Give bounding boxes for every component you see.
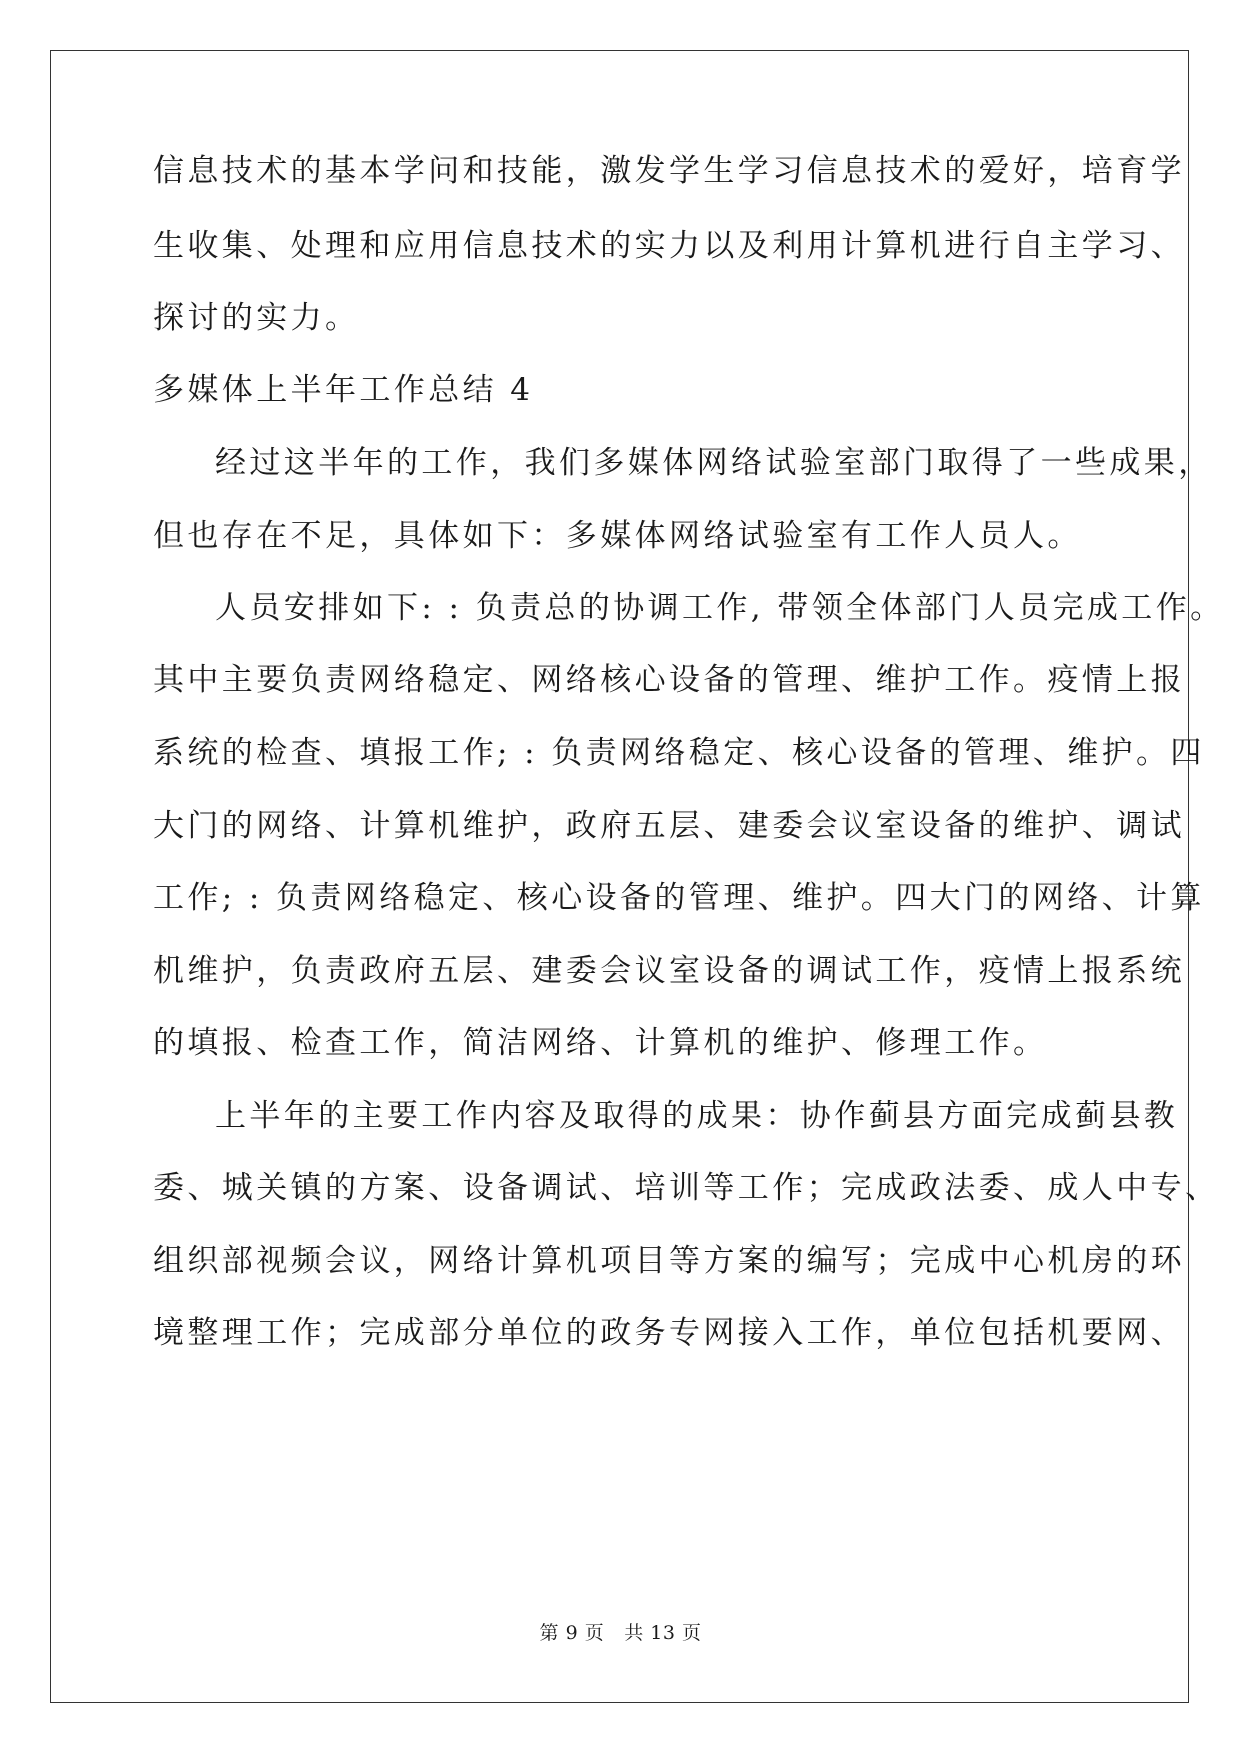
body-line: 机维护，负责政府五层、建委会议室设备的调试工作，疫情上报系统 xyxy=(153,953,1185,989)
body-line: 生收集、处理和应用信息技术的实力以及利用计算机进行自主学习、 xyxy=(153,228,1185,264)
page-total: 共 13 页 xyxy=(624,1622,702,1644)
paragraph-start: 人员安排如下: : 负责总的协调工作, 带领全体部门人员完成工作。 xyxy=(215,590,1225,626)
body-line: 委、城关镇的方案、设备调试、培训等工作；完成政法委、成人中专、 xyxy=(153,1170,1220,1206)
page-footer xyxy=(0,1618,1241,1645)
body-line: 工作; : 负责网络稳定、核心设备的管理、维护。四大门的网络、计算 xyxy=(153,880,1205,916)
paragraph-start: 经过这半年的工作，我们多媒体网络试验室部门取得了一些成果， xyxy=(215,445,1213,481)
body-line: 组织部视频会议，网络计算机项目等方案的编写；完成中心机房的环 xyxy=(153,1243,1185,1279)
body-line: 境整理工作；完成部分单位的政务专网接入工作，单位包括机要网、 xyxy=(153,1315,1185,1351)
body-line: 其中主要负责网络稳定、网络核心设备的管理、维护工作。疫情上报 xyxy=(153,662,1185,698)
section-heading: 多媒体上半年工作总结 4 xyxy=(153,372,534,408)
paragraph-start: 上半年的主要工作内容及取得的成果：协作蓟县方面完成蓟县教 xyxy=(215,1098,1179,1134)
body-line: 探讨的实力。 xyxy=(153,300,360,336)
body-line: 信息技术的基本学问和技能，激发学生学习信息技术的爱好，培育学 xyxy=(153,153,1185,189)
body-line: 但也存在不足，具体如下：多媒体网络试验室有工作人员人。 xyxy=(153,518,1082,554)
body-line: 大门的网络、计算机维护，政府五层、建委会议室设备的维护、调试 xyxy=(153,808,1185,844)
body-line: 的填报、检查工作，简洁网络、计算机的维护、修理工作。 xyxy=(153,1025,1048,1061)
body-line: 系统的检查、填报工作; : 负责网络稳定、核心设备的管理、维护。四 xyxy=(153,735,1205,771)
page-number: 第 9 页 xyxy=(539,1622,605,1644)
